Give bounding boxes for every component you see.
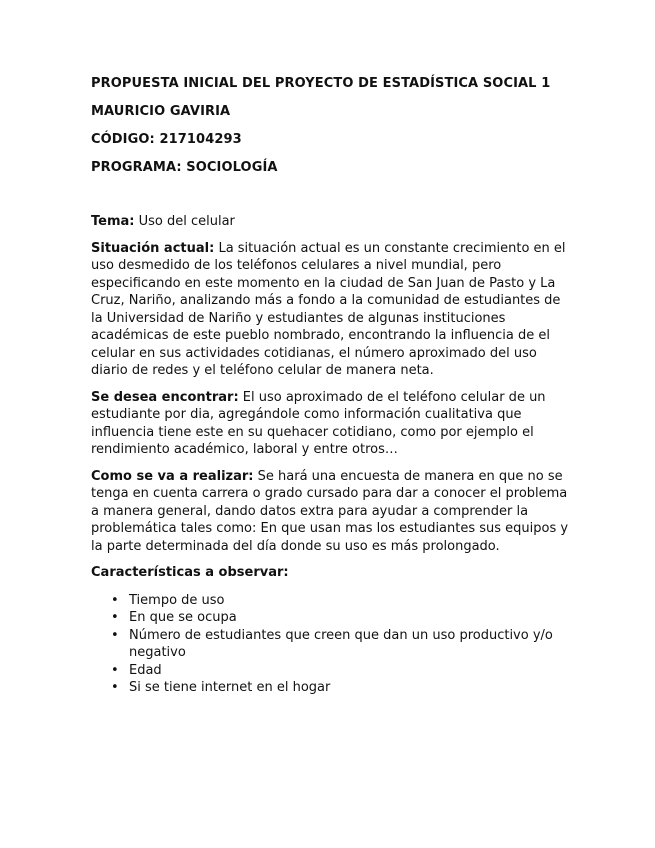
- bullet-icon: •: [111, 610, 119, 625]
- list-item: • Tiempo de uso: [111, 592, 225, 608]
- list-item: • Edad: [111, 662, 162, 678]
- realizar-paragraph: [91, 468, 571, 556]
- tema-paragraph: [91, 213, 571, 231]
- situacion-label: Situación actual:: [91, 240, 215, 256]
- bullet-icon: •: [111, 627, 119, 643]
- tema-label: Tema:: [91, 214, 135, 229]
- list-item: • Si se tiene internet en el hogar: [111, 680, 331, 695]
- realizar-label: Como se va a realizar:: [91, 468, 254, 484]
- document-body: [91, 213, 571, 697]
- document-title: PROPUESTA INICIAL DEL PROYECTO DE ESTADÍSTICA SOCIAL 1: [91, 76, 551, 91]
- tema-text: Uso del celular: [134, 214, 235, 229]
- encontrar-paragraph: [91, 389, 571, 459]
- encontrar-label: Se desea encontrar:: [91, 389, 239, 405]
- author-name: MAURICIO GAVIRIA: [91, 104, 231, 119]
- list-item: • En que se ocupa: [111, 610, 237, 625]
- realizar-text: Se hará una encuesta de manera en que no se tenga en cuenta carrera o grado cursado para dar a conocer el problema a manera general, dando datos extra para ayudar a comprender la problemática tales como: En que usan mas los estudiantes sus equipos y la parte determinada del día donde su uso es más prolongado.: [91, 468, 569, 554]
- situacion-paragraph: [91, 240, 571, 380]
- encontrar-text: El uso aproximado de el teléfono celular de un estudiante por dia, agregándole como información cualitativa que influencia tiene este en su quehacer cotidiano, como por ejemplo el rendimiento académico, laboral y entre otros…: [91, 389, 546, 457]
- list-item: • Número de estudiantes que creen que dan un uso productivo y/o negativo: [111, 627, 553, 660]
- caracteristicas-list: [91, 592, 571, 697]
- program-name: PROGRAMA: SOCIOLOGÍA: [91, 160, 278, 175]
- situacion-text: La situación actual es un constante crecimiento en el uso desmedido de los teléfonos celulares a nivel mundial, pero especificando en este momento en la ciudad de San Juan de Pasto y La Cruz, Nariño, analizando más a fondo a la comunidad de estudiantes de la Universidad de Nariño y estudiantes de algunas instituciones académicas de este pueblo nombrado, encontrando la influencia de el celular en sus actividades cotidianas, el número aproximado del uso diario de redes y el teléfono celular de manera neta.: [91, 240, 566, 378]
- bullet-icon: •: [111, 662, 119, 678]
- student-code: CÓDIGO: 217104293: [91, 132, 242, 147]
- caracteristicas-heading: Características a observar:: [91, 565, 289, 580]
- bullet-icon: •: [111, 592, 119, 608]
- bullet-icon: •: [111, 680, 119, 695]
